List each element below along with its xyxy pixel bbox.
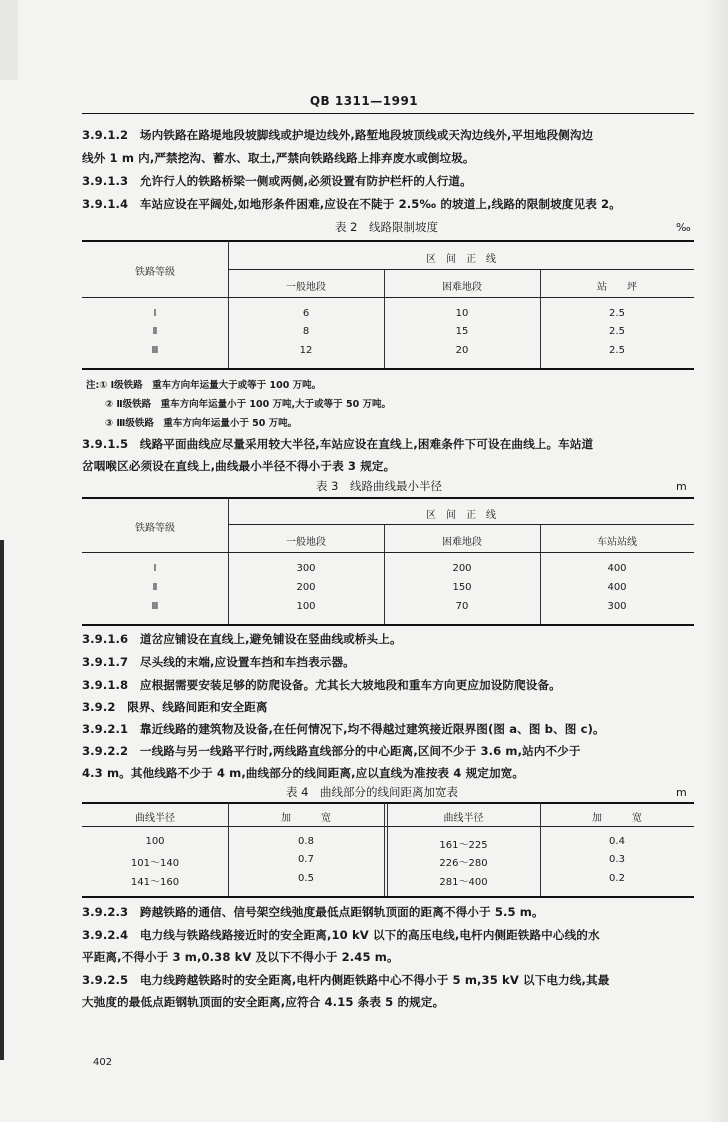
- table2-head-rule: [82, 297, 694, 298]
- document-header: QB 1311—1991: [309, 94, 419, 108]
- table4-caption: 表 4 曲线部分的线间距离加宽表: [286, 785, 458, 799]
- para-3-9-1-3: 3.9.1.3 允许行人的铁路桥梁一侧或两侧,必须设置有防护栏杆的人行道。: [82, 174, 472, 188]
- table2-row2-c3: 2.5: [609, 326, 625, 337]
- para-3-9-2-4-line2: 平距离,不得小于 3 m,0.38 kV 及以下不得小于 2.45 m。: [82, 950, 399, 964]
- table3-head-rule: [82, 552, 694, 553]
- table4-r2-c2: 0.7: [298, 854, 314, 865]
- table3-row2-c3: 400: [607, 582, 627, 593]
- table3-col-1: 一般地段: [286, 537, 326, 548]
- table3-row3-grade: Ⅲ: [151, 601, 159, 612]
- table3-bottom-rule: [82, 624, 694, 626]
- table2-row1-c1: 6: [302, 308, 310, 319]
- para-3-9-2-2-line2: 4.3 m。其他线路不少于 4 m,曲线部分的线间距离,应以直线为准按表 4 规定加宽。: [82, 766, 525, 780]
- para-3-9-1-5-line2: 岔咽喉区必须设在直线上,曲线最小半径不得小于表 3 规定。: [82, 459, 396, 473]
- para-3-9-2-3: 3.9.2.3 跨越铁路的通信、信号架空线弛度最低点距钢轨顶面的距离不得小于 5.5 m。: [82, 905, 544, 919]
- table4-r3-c2: 0.5: [298, 873, 314, 884]
- table2-col-grade: 铁路等级: [135, 267, 175, 278]
- table3-row2-grade: Ⅱ: [152, 582, 158, 593]
- table4-vrule-2a: [384, 803, 385, 896]
- table2-note-3: ③ Ⅲ级铁路 重车方向年运量小于 50 万吨。: [105, 418, 298, 429]
- table3-row3-c3: 300: [607, 601, 627, 612]
- table2-col-3: 站 坪: [597, 282, 637, 293]
- table2-mid-rule: [228, 269, 694, 270]
- para-3-9-1-4: 3.9.1.4 车站应设在平阔处,如地形条件困难,应设在不陡于 2.5‰ 的坡道上,线路的限制坡度见表 2。: [82, 197, 621, 211]
- para-3-9-2-4-line1: 3.9.2.4 电力线与铁路线路接近时的安全距离,10 kV 以下的高压电线,电杆内侧距铁路中心线的水: [82, 928, 600, 942]
- table3-unit: m: [676, 480, 687, 493]
- table2-col-2: 困难地段: [442, 282, 482, 293]
- table3-row1-grade: Ⅰ: [153, 563, 157, 574]
- para-3-9-1-2-line2: 线外 1 m 内,严禁挖沟、蓄水、取土,严禁向铁路线路上排弃废水或倒垃圾。: [82, 151, 475, 165]
- table4-r2-c4: 0.3: [609, 854, 625, 865]
- table4-col-1: 曲线半径: [135, 813, 175, 824]
- table2-col-group: 区 间 正 线: [426, 254, 496, 265]
- table2-row1-c3: 2.5: [609, 308, 625, 319]
- page-number: 402: [93, 1057, 113, 1068]
- table2-row2-c2: 15: [455, 326, 469, 337]
- table2-row3-c3: 2.5: [609, 345, 625, 356]
- table4-head-rule: [82, 826, 694, 827]
- table4-top-rule: [82, 802, 694, 804]
- table3-row2-c1: 200: [296, 582, 316, 593]
- para-3-9-1-5-line1: 3.9.1.5 线路平面曲线应尽量采用较大半径,车站应设在直线上,困难条件下可设在曲线上。车站道: [82, 437, 594, 451]
- table4-r2-c3: 226～280: [439, 858, 488, 869]
- table4-r1-c2: 0.8: [298, 836, 314, 847]
- table2-row3-c2: 20: [455, 345, 469, 356]
- para-3-9-2-2-line1: 3.9.2.2 一线路与另一线路平行时,两线路直线部分的中心距离,区间不少于 3.6 m,站内不少于: [82, 744, 581, 758]
- table4-r3-c3: 281～400: [439, 877, 488, 888]
- table3-col-2: 困难地段: [442, 537, 482, 548]
- table3-col-grade: 铁路等级: [135, 523, 175, 534]
- table3-row2-c2: 150: [452, 582, 472, 593]
- table3-row1-c3: 400: [607, 563, 627, 574]
- table3-col-group: 区 间 正 线: [426, 510, 496, 521]
- table3-row3-c2: 70: [455, 601, 469, 612]
- table2-row1-grade: Ⅰ: [153, 308, 157, 319]
- table4-r2-c1: 101～140: [130, 858, 180, 869]
- table2-row1-c2: 10: [455, 308, 469, 319]
- binding-edge: [0, 540, 4, 1060]
- para-3-9-1-2-line1: 3.9.1.2 场内铁路在路堤地段坡脚线或护堤边线外,路堑地段坡顶线或天沟边线外,平坦地段侧沟边: [82, 128, 594, 142]
- table2-col-1: 一般地段: [286, 282, 326, 293]
- header-rule: [82, 113, 694, 114]
- para-3-9-2-5-line1: 3.9.2.5 电力线跨越铁路时的安全距离,电杆内侧距铁路中心不得小于 5 m,35 kV 以下电力线,其最: [82, 973, 610, 987]
- table4-bottom-rule: [82, 896, 694, 898]
- para-3-9-1-6: 3.9.1.6 道岔应铺设在直线上,避免铺设在竖曲线或桥头上。: [82, 632, 402, 646]
- para-3-9-1-8: 3.9.1.8 应根据需要安装足够的防爬设备。尤其长大坡地段和重车方向更应加设防爬设备。: [82, 678, 561, 692]
- table2-unit: ‰: [676, 221, 691, 234]
- table2-note-1: 注:① Ⅰ级铁路 重车方向年运量大于或等于 100 万吨。: [86, 380, 322, 391]
- table4-r1-c3: 161～225: [439, 840, 488, 851]
- table3-row1-c1: 300: [296, 563, 316, 574]
- table2-row3-grade: Ⅲ: [151, 345, 159, 356]
- para-3-9-2-1: 3.9.2.1 靠近线路的建筑物及设备,在任何情况下,均不得越过建筑接近限界图(图 a、图 b、图 c)。: [82, 722, 605, 736]
- heading-3-9-2: 3.9.2 限界、线路间距和安全距离: [82, 700, 268, 714]
- table4-r3-c4: 0.2: [609, 873, 625, 884]
- table2-row2-c1: 8: [302, 326, 310, 337]
- table4-r1-c1: 100: [145, 836, 165, 847]
- table4-col-3: 曲线半径: [443, 813, 484, 824]
- table3-mid-rule: [228, 524, 694, 525]
- table2-row3-c1: 12: [299, 345, 313, 356]
- table3-caption: 表 3 线路曲线最小半径: [316, 479, 442, 493]
- table3-row3-c1: 100: [296, 601, 316, 612]
- para-3-9-1-7: 3.9.1.7 尽头线的末端,应设置车挡和车挡表示器。: [82, 655, 355, 669]
- table3-top-rule: [82, 497, 694, 499]
- table4-r3-c1: 141～160: [130, 877, 180, 888]
- table3-col-3: 车站站线: [597, 537, 637, 548]
- table2-bottom-rule: [82, 368, 694, 370]
- table4-unit: m: [676, 786, 687, 799]
- table2-row2-grade: Ⅱ: [152, 326, 158, 337]
- table4-col-4: 加 宽: [592, 813, 642, 824]
- page-shadow: [706, 0, 728, 1122]
- scan-edge-shade: [0, 0, 18, 80]
- para-3-9-2-5-line2: 大弛度的最低点距钢轨顶面的安全距离,应符合 4.15 条表 5 的规定。: [82, 995, 445, 1009]
- table2-top-rule: [82, 240, 694, 242]
- table4-col-2: 加 宽: [281, 813, 331, 824]
- table2-caption: 表 2 线路限制坡度: [335, 220, 438, 234]
- table4-r1-c4: 0.4: [609, 836, 625, 847]
- table3-row1-c2: 200: [452, 563, 472, 574]
- table2-note-2: ② Ⅱ级铁路 重车方向年运量小于 100 万吨,大于或等于 50 万吨。: [105, 399, 391, 410]
